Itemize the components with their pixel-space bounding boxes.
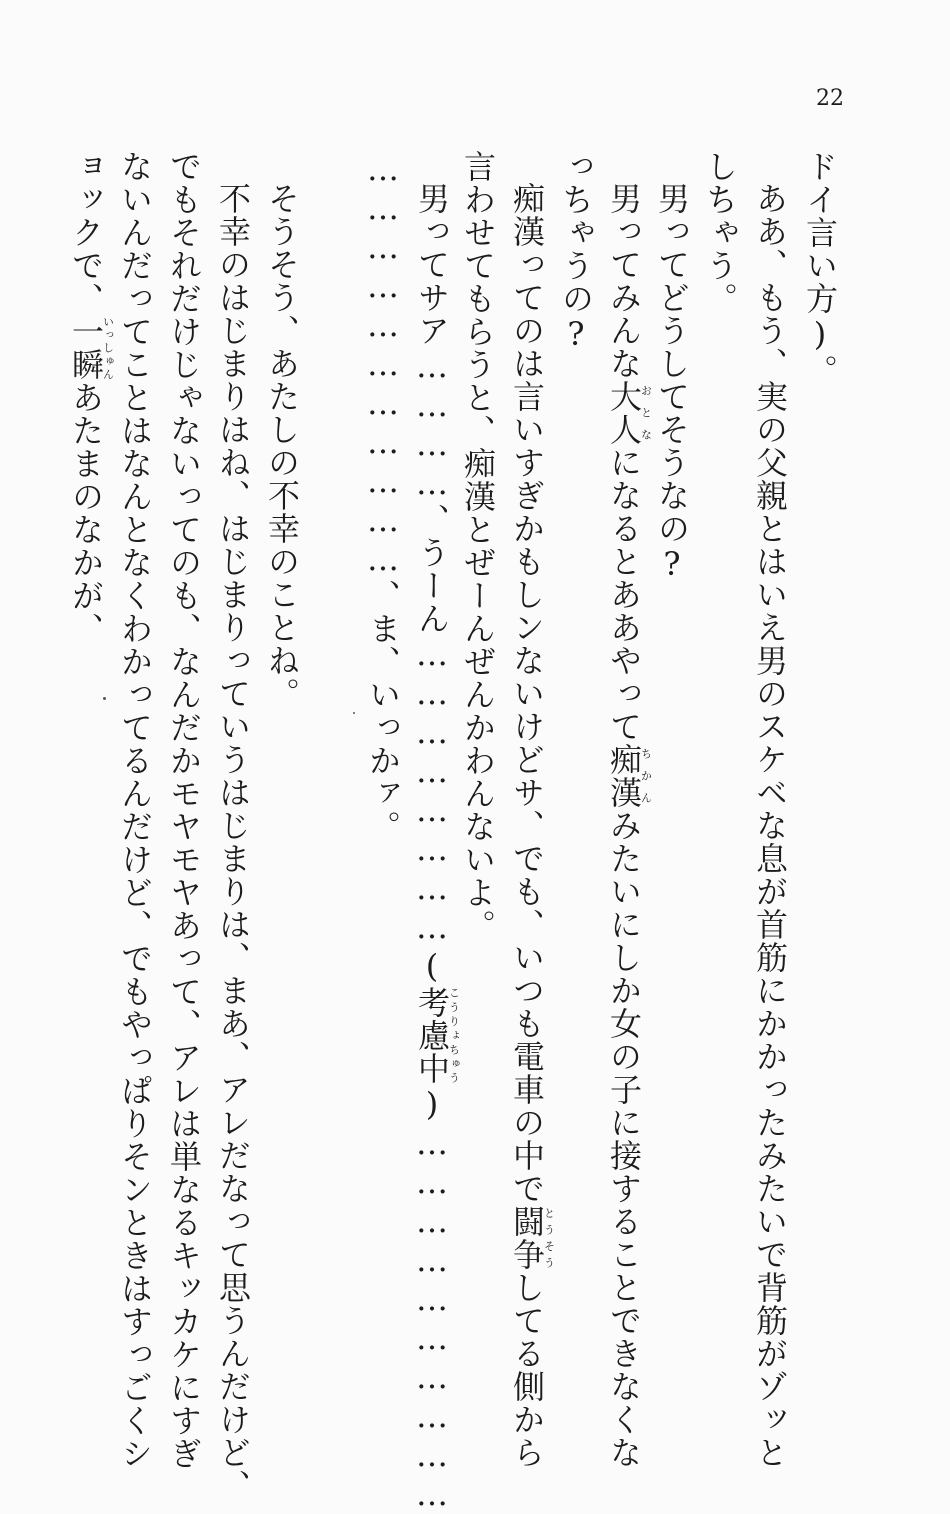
text-line (508, 150, 556, 1469)
text-line (214, 150, 252, 1502)
text-line (116, 150, 154, 1470)
ruby-base: 考慮中 (413, 986, 451, 1085)
ruby-base: 大人 (605, 380, 643, 446)
ruby-word (413, 986, 461, 1085)
text-run: 言わせてもらうと、痴漢とぜーんぜんかわんないよ。 (459, 150, 497, 942)
text-line (263, 150, 301, 710)
ruby-word (605, 743, 653, 809)
text-run: してる側から (508, 1271, 546, 1469)
text-run: みたいにしか女の子に接することできなくな (605, 809, 643, 1469)
text-line (605, 150, 653, 1469)
text-run: ないんだってことはなんとなくわかってるんだけど、でもやっぱりそンときはすっごくシ (116, 150, 154, 1470)
text-run: っちゃうの? (557, 150, 595, 354)
ruby-reading: いっしゅん (101, 315, 115, 381)
text-line (165, 150, 203, 1470)
text-run: 痴漢ってのは言いすぎかもしンないけどサ、でも、いつも電車の中で (508, 182, 546, 1205)
text-run: )………………………… (413, 1085, 451, 1514)
text-line (459, 150, 497, 942)
text-line (413, 150, 461, 1514)
text-line (364, 150, 402, 843)
text-line (557, 150, 595, 354)
text-run: 男ってサア…………、うーん……………………( (413, 182, 451, 986)
text-line (653, 150, 691, 584)
text-line (701, 150, 739, 315)
text-run: ああ、もう、実の父親とはいえ男のスケベな息が首筋にかかったみたいで背筋がゾッと (751, 182, 789, 1469)
scan-speck (353, 712, 355, 714)
text-run: でもそれだけじゃないってのも、なんだかモヤモヤあって、アレは単なるキッカケにすぎ (165, 150, 203, 1470)
ruby-word (605, 380, 653, 446)
text-run: になるとああやって (605, 446, 643, 743)
ruby-base: 痴漢 (605, 743, 643, 809)
text-run: ョックで、 (67, 150, 105, 315)
scan-speck (103, 697, 106, 700)
ruby-word (508, 1205, 556, 1271)
text-run: 不幸のはじまりはね、はじまりっていうはじまりは、まあ、アレだなって思うんだけど、 (214, 182, 252, 1502)
text-run: そうそう、あたしの不幸のことね。 (263, 182, 301, 710)
text-run: 男ってみんな (605, 182, 643, 380)
ruby-reading: ちかん (639, 743, 653, 809)
text-line (801, 150, 839, 387)
text-run: あたまのなかが、 (67, 381, 105, 645)
text-run: ……………………………、ま、いっかァ。 (364, 150, 402, 843)
ruby-word (67, 315, 115, 381)
text-line (751, 150, 789, 1469)
ruby-reading: とうそう (542, 1205, 556, 1271)
text-run: 男ってどうしてそうなの? (653, 182, 691, 584)
page-number: 22 (816, 86, 844, 111)
text-run: ドイ言い方)。 (801, 150, 839, 387)
ruby-base: 一瞬 (67, 315, 105, 381)
ruby-reading: おとな (639, 380, 653, 446)
text-line (67, 150, 115, 645)
ruby-base: 闘争 (508, 1205, 546, 1271)
ruby-reading: こうりょちゅう (447, 986, 461, 1085)
text-run: しちゃう。 (701, 150, 739, 315)
